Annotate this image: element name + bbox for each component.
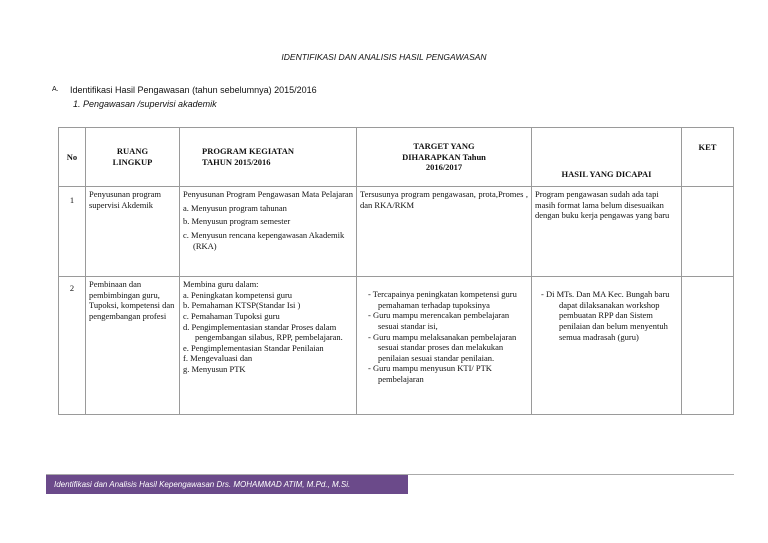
list-item: c. Pemahaman Tupoksi guru <box>183 310 280 321</box>
footer-bar: Identifikasi dan Analisis Hasil Kepengawasan Drs. MOHAMMAD ATIM, M.Pd., M.Si. <box>46 475 408 494</box>
header-no: No <box>59 128 86 187</box>
list-item: a. Peningkatan kompetensi guru <box>183 289 293 300</box>
row1-no: 1 <box>59 187 86 277</box>
row2-program-intro: Membina guru dalam: <box>183 279 259 289</box>
row2-target <box>357 277 532 415</box>
header-ruang-line1: RUANG <box>116 146 149 157</box>
row1-ruang: Penyusunan program supervisi Akdemik <box>86 187 180 277</box>
table-header-row <box>59 128 734 187</box>
list-item: e. Pengimplementasian Standar Penilaian <box>183 342 324 353</box>
header-program-line2: TAHUN 2015/2016 <box>202 157 271 167</box>
row2-hasil <box>532 277 682 415</box>
header-target-line3: 2016/2017 <box>425 162 463 173</box>
header-ruang-line2: LINGKUP <box>112 157 153 167</box>
row2-program-list <box>183 290 353 375</box>
list-item: f. Mengevaluasi dan <box>183 353 253 364</box>
subsection-title: 1. Pengawasan /supervisi akademik <box>73 99 217 109</box>
table-row <box>59 187 734 277</box>
header-ruang-lingkup <box>86 128 180 187</box>
row1-program-intro: Penyusunan Program Pengawasan Mata Pelajaran <box>183 189 353 199</box>
header-target <box>357 128 532 187</box>
row2-ruang: Pembinaan dan pembimbingan guru, Tupoksi, kompetensi dan pengembangan profesi <box>86 277 180 415</box>
header-hasil: HASIL YANG DICAPAI <box>532 128 682 187</box>
list-item: - Di MTs. Dan MA Kec. Bungah baru dapat dilaksanakan workshop pembuatan RPP dan Sistem penilaian dan belum menyentuh semua madrasah (guru) <box>541 289 670 342</box>
supervision-table <box>58 127 734 415</box>
header-target-line1: TARGET YANG <box>413 141 475 152</box>
header-target-line2: DIHARAPKAN Tahun <box>402 151 486 162</box>
row1-hasil: Program pengawasan sudah ada tapi masih format lama belum disesuaikan dengan buku kerja pengawas yang baru <box>532 187 682 277</box>
header-ket: KET <box>682 128 734 187</box>
row2-target-list <box>360 289 528 385</box>
table-row <box>59 277 734 415</box>
row1-program-item: a. Menyusun program tahunan <box>183 202 287 213</box>
list-item: d. Pengimplementasian standar Proses dalam pengembangan silabus, RPP, pembelajaran. <box>183 321 343 343</box>
row2-program <box>180 277 357 415</box>
row2-hasil-list <box>535 289 678 342</box>
row1-ket <box>682 187 734 277</box>
row2-ket <box>682 277 734 415</box>
header-program <box>180 128 357 187</box>
list-item: b. Pemahaman KTSP(Standar Isi ) <box>183 300 301 311</box>
section-title: Identifikasi Hasil Pengawasan (tahun sebelumnya) 2015/2016 <box>70 85 317 95</box>
header-program-line1: PROGRAM KEGIATAN <box>202 146 295 157</box>
list-item: - Tercapainya peningkatan kompetensi guru pemahaman terhadap tupoksinya <box>368 289 517 310</box>
page-title: IDENTIFIKASI DAN ANALISIS HASIL PENGAWASAN <box>281 52 487 62</box>
list-item: - Guru mampu menyusun KTI/ PTK pembelajaran <box>368 363 492 384</box>
row1-program-item: b. Menyusun program semester <box>183 216 291 227</box>
list-item: g. Menyusun PTK <box>183 364 246 374</box>
row1-program-item: c. Menyusun rencana kepengawasan Akademik (RKA) <box>183 229 345 251</box>
row2-no: 2 <box>59 277 86 415</box>
list-item: - Guru mampu merencakan pembelajaran sesuai standar isi, <box>368 310 510 331</box>
section-letter: A. <box>52 86 59 93</box>
list-item: - Guru mampu melaksanakan pembelajaran sesuai standar proses dan melakukan penilaian sesuai standar penilaian. <box>368 331 517 363</box>
row1-program <box>180 187 357 277</box>
row1-target: Tersusunya program pengawasan, prota,Promes , dan RKA/RKM <box>357 187 532 277</box>
